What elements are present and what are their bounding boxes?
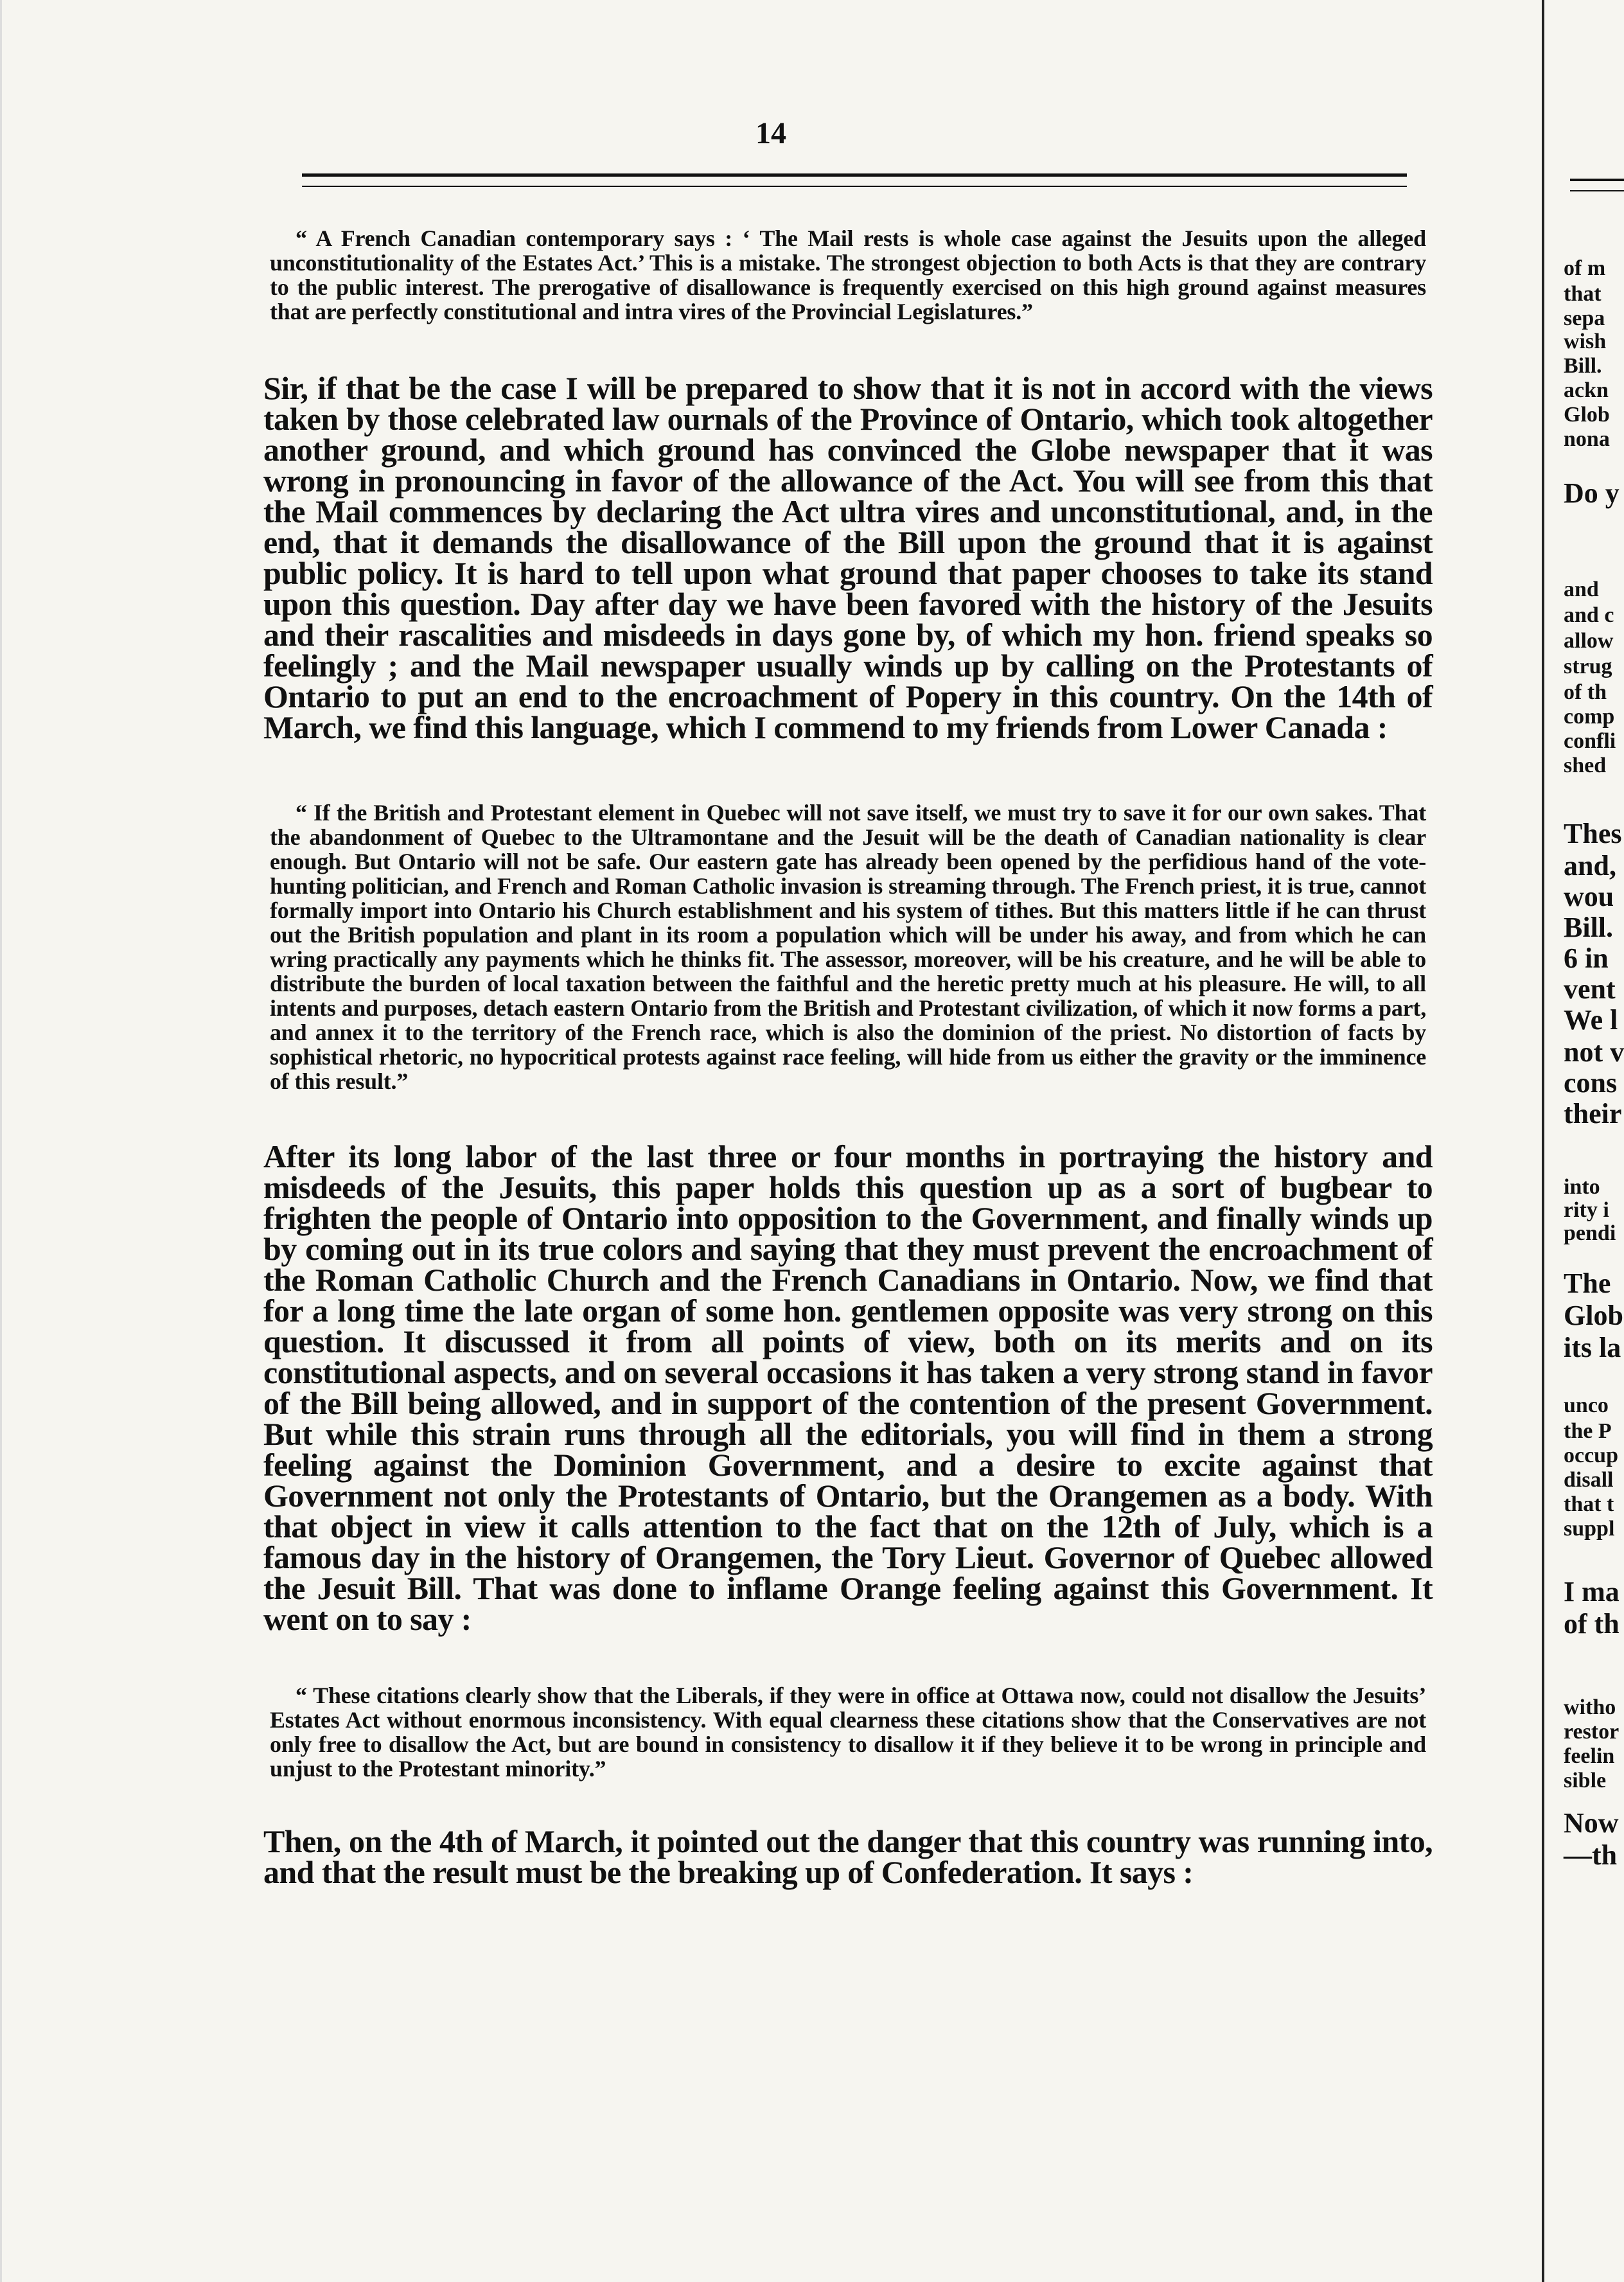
body-paragraph-3 (263, 1823, 1433, 1890)
adjacent-page-line: Bill. (1564, 354, 1602, 378)
adjacent-page-line: restor (1564, 1720, 1620, 1744)
adjacent-page-line: disall (1564, 1468, 1614, 1492)
adjacent-page-line: Glob (1564, 403, 1610, 427)
adjacent-page-line: feelin (1564, 1744, 1615, 1768)
adjacent-page-edge (1542, 0, 1624, 2282)
adjacent-page-line: occup (1564, 1444, 1618, 1467)
adjacent-page-line: comp (1564, 705, 1615, 729)
adjacent-page-rule (1570, 179, 1624, 191)
adjacent-page-line: of m (1564, 256, 1606, 280)
adjacent-page-line: nona (1564, 427, 1610, 451)
adjacent-page-line: allow (1564, 629, 1614, 653)
adjacent-page-line: We l (1564, 1004, 1618, 1036)
adjacent-page-line: confli (1564, 729, 1616, 753)
scan-edge (0, 0, 2, 2282)
adjacent-page-line: of th (1564, 1608, 1620, 1640)
adjacent-page-line: Glob (1564, 1300, 1623, 1331)
adjacent-page-line: unco (1564, 1393, 1609, 1417)
adjacent-page-line: that t (1564, 1492, 1614, 1516)
adjacent-page-line: Bill. (1564, 912, 1614, 943)
quote-text: “ If the British and Protestant element in Quebec will not save itself, we must try to save it for our own sakes. That the abandonment of Quebec to the Ultramontane and the Jesuit will be the death of Canadian nationality is clear enough. But Ontario will not be safe. Our eastern gate has already been opened by the perfidious hand of the vote-hunting politician, and French and Roman Catholic invasion is streaming through. The French priest, it is true, cannot formally import into Ontario his Church establishment and his system of tithes. But this matters little if he can thrust out the British population and plant in its room a population which will be under his away, and from which he can wring practically any payments which he thinks fit. The assessor, moreover, will be his creature, and he will be able to distribute the burden of local taxation between the faithful and the heretic pretty much at his pleasure. He will, to all intents and purposes, detach eastern Ontario from the British and Protestant civilization, of which it now forms a part, and annex it to the territory of the French race, which is also the dominion of the priest. No distortion of facts by sophistical rhetoric, no hypocritical protests against race feeling, will hide from us either the gravity or the imminence of this result.” (270, 800, 1426, 1094)
adjacent-page-line: vent (1564, 973, 1616, 1005)
paragraph-text: After its long labor of the last three or four months in portraying the history and misdeeds of the Jesuits, this paper holds this question up as a sort of bugbear to frighten the people of Ontario into opposition to the Government, and finally winds up by coming out in its true colors and saying that they must prevent the encroachment of the Roman Catholic Church and the French Canadians in Ontario. Now, we find that for a long time the late organ of some hon. gentlemen opposite was very strong on this question. It discussed it from all points of view, both on its merits and on its constitutional aspects, and on several occasions it has taken a very strong stand in favor of the Bill being allowed, and in support of the contention of the present Government. But while this strain runs through all the editorials, you will find in them a strong feeling against the Dominion Government, and a desire to excite against that Government not only the Protestants of Ontario, but the Orangemen as a body. With that object in view it calls attention to the fact that on the 12th of July, which is a famous day in the history of Orangemen, the Tory Lieut. Governor of Quebec allowed the Jesuit Bill. That was done to inflame Orange feeling against this Government. It went on to say : (263, 1138, 1433, 1637)
quote-block-2 (270, 800, 1426, 1093)
adjacent-page-line: sible (1564, 1769, 1607, 1792)
adjacent-page-line: the P (1564, 1419, 1612, 1443)
adjacent-page-line: sepa (1564, 306, 1605, 330)
adjacent-page-line: that (1564, 282, 1602, 306)
paragraph-text: Sir, if that be the case I will be prepared to show that it is not in accord with the views taken by those celebrated law ournals of the Province of Ontario, which took altogether another ground, and which ground has convinced the Globe newspaper that it was wrong in pronouncing in favor of the allowance of the Act. You will see from this that the Mail commences by declaring the Act ultra vires and unconstitutional, and, in the end, that it demands the disallowance of the Bill upon the ground that it is against public policy. It is hard to tell upon what ground that paper chooses to take its stand upon this question. Day after day we have been favored with the history of the Jesuits and their rascalities and misdeeds in days gone by, of which my hon. friend speaks so feelingly ; and the Mail newspaper usually winds up by calling on the Protestants of Ontario to put an end to the encroachment of Popery in this country. On the 14th of March, we find this language, which I commend to my friends from Lower Canada : (263, 370, 1433, 745)
body-paragraph-2 (263, 1138, 1433, 1637)
adjacent-page-line: —th (1564, 1839, 1618, 1871)
adjacent-page-line: and (1564, 578, 1599, 601)
adjacent-page-line: I ma (1564, 1576, 1620, 1607)
quote-text: “ These citations clearly show that the Liberals, if they were in office at Ottawa now, could not disallow the Jesuits’ Estates Act without enormous inconsistency. With equal clearness these citations show that the Conservatives are not only free to disallow the Act, but are bound in consistency to disallow it if they believe it to be wrong in principle and unjust to the Protestant minority.” (270, 1683, 1426, 1782)
adjacent-page-line: its la (1564, 1332, 1621, 1363)
page-number: 14 (755, 116, 786, 150)
adjacent-page-line: strug (1564, 655, 1612, 678)
adjacent-page-line: and, (1564, 850, 1616, 881)
body-paragraph-1 (263, 370, 1433, 745)
adjacent-page-line: Now (1564, 1807, 1619, 1839)
adjacent-page-line: not v (1564, 1036, 1624, 1068)
adjacent-page-line: their (1564, 1098, 1622, 1129)
adjacent-page-line: of th (1564, 680, 1607, 704)
adjacent-page-line: shed (1564, 754, 1607, 777)
adjacent-page-line: Do y (1564, 477, 1620, 509)
quote-block-1 (270, 226, 1426, 324)
adjacent-page-line: 6 in (1564, 942, 1609, 974)
adjacent-page-line: cons (1564, 1067, 1618, 1099)
adjacent-page-line: witho (1564, 1695, 1616, 1719)
adjacent-page-line: ackn (1564, 378, 1609, 402)
adjacent-page-line: suppl (1564, 1517, 1615, 1541)
adjacent-page-line: The (1564, 1268, 1611, 1299)
adjacent-page-line: into (1564, 1175, 1600, 1199)
header-double-rule (302, 173, 1407, 187)
quote-block-3 (270, 1683, 1426, 1781)
adjacent-page-line: rity i (1564, 1198, 1609, 1222)
paragraph-text: Then, on the 4th of March, it pointed out the danger that this country was running into, and that the result must be the breaking up of Confederation. It says : (263, 1823, 1433, 1890)
adjacent-page-line: pendi (1564, 1221, 1616, 1245)
adjacent-page-line: wou (1564, 881, 1614, 912)
adjacent-page-line: and c (1564, 603, 1614, 627)
adjacent-page-line: Thes (1564, 818, 1622, 849)
quote-text: “ A French Canadian contemporary says : ‘ The Mail rests is whole case against the Jesuits upon the alleged unconstitutionality of the Estates Act.’ This is a mistake. The strongest objection to both Acts is that they are contrary to the public interest. The prerogative of disallowance is frequently exercised on this high ground against measures that are perfectly constitutional and intra vires of the Provincial Legislatures.” (270, 226, 1426, 324)
adjacent-page-line: wish (1564, 330, 1607, 353)
